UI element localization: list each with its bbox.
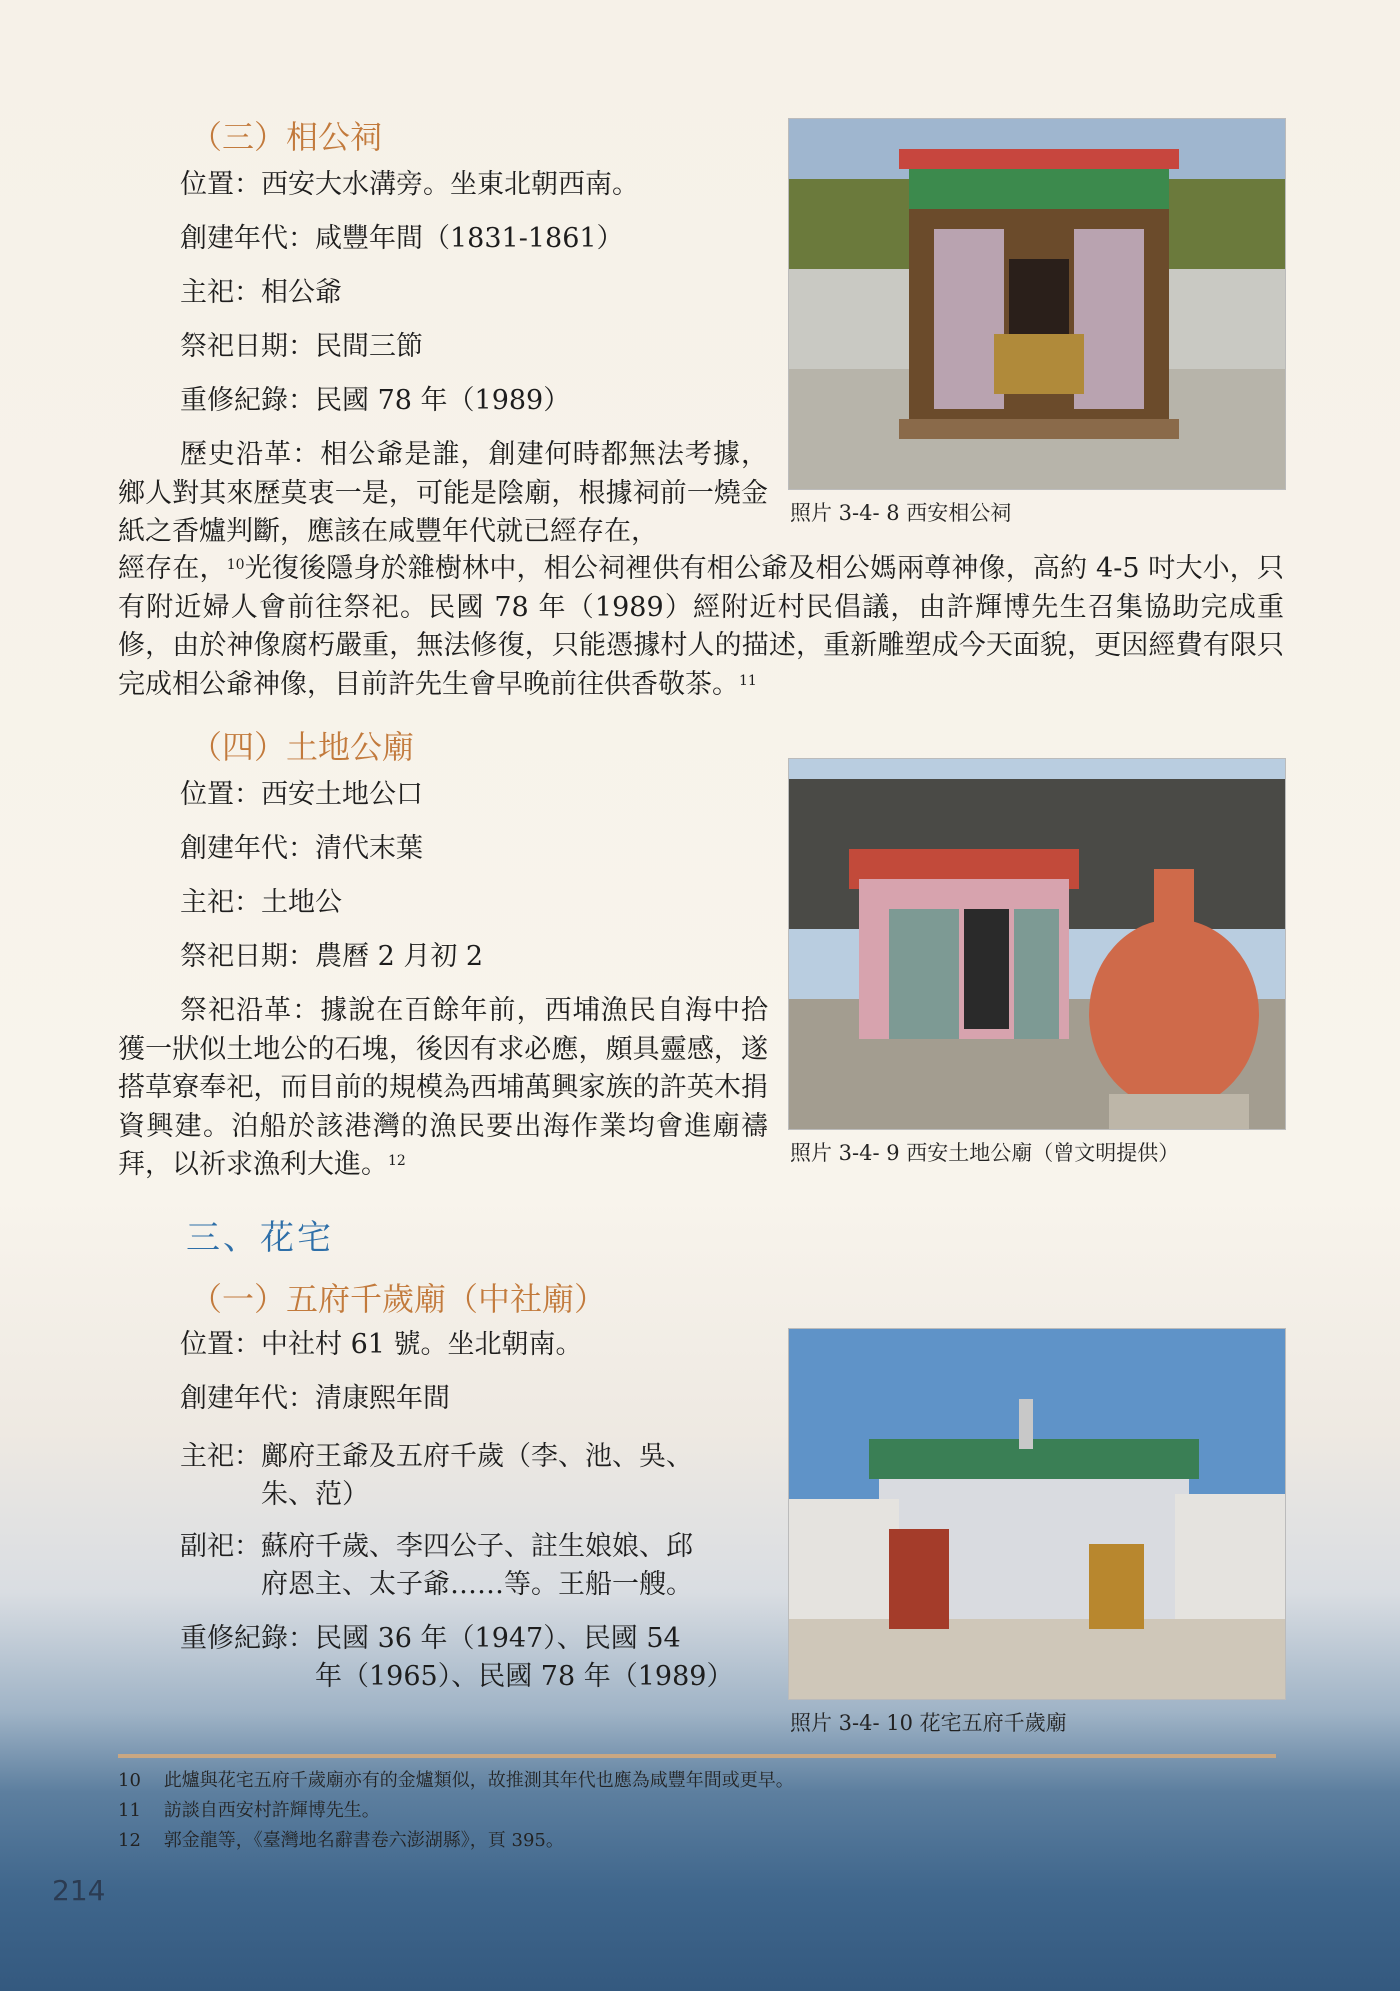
photo-tudigong-temple [788,758,1286,1130]
info-restoration: 重修紀錄：民國 78 年（1989） [180,385,571,416]
history-text-1: 歷史沿革：相公爺是誰，創建何時都無法考據，鄉人對其來歷莫衷一是，可能是陰廟，根據祠前一燒金紙之香爐判斷，應該在咸豐年代就已經存在， [118,439,768,547]
restoration-line-2: 年（1965）、民國 78 年（1989） [315,1661,734,1692]
info-location: 位置：中社村 61 號。坐北朝南。 [180,1329,583,1360]
page-number: 214 [52,1874,106,1907]
footnote-ref-12[interactable]: 12 [388,1153,406,1169]
info-founded: 創建年代：清代末葉 [180,833,423,864]
photo-caption-wufu: 照片 3-4- 10 花宅五府千歲廟 [790,1711,1067,1735]
secondary-line-1: 蘇府千歲、李四公子、註生娘娘、邱 [261,1531,693,1562]
deity-label: 主祀： [180,1441,261,1472]
history-text-continued-lead: 經存在， [118,553,227,584]
info-location: 位置：西安大水溝旁。坐東北朝西南。 [180,169,639,200]
footnote-11 [118,1796,380,1822]
section-heading-wufu-temple: （一）五府千歲廟（中社廟） [190,1280,607,1318]
section-heading-huazhai: 三、花宅 [186,1218,334,1258]
photo-wufu-temple [788,1328,1286,1700]
deity-line-1: 鄺府王爺及五府千歲（李、池、吳、 [261,1441,693,1472]
section-heading-tudigong: （四）土地公廟 [190,728,415,766]
photo-caption-tudigong: 照片 3-4- 9 西安土地公廟（曾文明提供） [790,1141,1180,1165]
history-text: 祭祀沿革：據說在百餘年前，西埔漁民自海中拾獲一狀似土地公的石塊，後因有求必應，頗具靈感，遂搭草寮奉祀，而目前的規模為西埔萬興家族的許英木捐資興建。泊船於該港灣的漁民要出海作業均會進廟禱拜，以祈求漁利大進。 [118,995,768,1180]
deity-line-2: 朱、范） [261,1479,369,1510]
footnote-text: 郭金龍等，《臺灣地名辭書卷六澎湖縣》，頁 395。 [163,1830,564,1851]
info-deity [180,1438,693,1514]
footnote-number: 11 [118,1800,141,1821]
info-location: 位置：西安土地公口 [180,779,423,810]
info-founded: 創建年代：清康熙年間 [180,1383,450,1414]
section-heading-xianggong: （三）相公祠 [190,118,383,156]
restoration-line-1: 民國 36 年（1947）、民國 54 [315,1623,681,1654]
info-restoration [180,1620,733,1696]
footnote-10 [118,1766,794,1792]
restoration-label: 重修紀錄： [180,1623,315,1654]
footnote-number: 10 [118,1770,141,1791]
info-festival: 祭祀日期：民間三節 [180,331,423,362]
secondary-lines [261,1528,693,1604]
deity-lines [261,1438,693,1514]
info-founded: 創建年代：咸豐年間（1831-1861） [180,223,624,254]
restoration-lines [315,1620,733,1696]
history-paragraph-part2 [118,550,1284,704]
info-festival: 祭祀日期：農曆 2 月初 2 [180,941,484,972]
info-deity: 主祀：相公爺 [180,277,342,308]
footnote-text: 訪談自西安村許輝博先生。 [163,1800,380,1821]
history-paragraph-part1 [118,436,768,552]
footnote-number: 12 [118,1830,141,1851]
footnote-text: 此爐與花宅五府千歲廟亦有的金爐類似，故推測其年代也應為咸豐年間或更早。 [163,1770,794,1791]
secondary-label: 副祀： [180,1531,261,1562]
footnote-ref-10[interactable]: 10 [226,557,245,573]
info-secondary-deities [180,1528,693,1604]
history-paragraph-tudigong [118,992,768,1185]
footnote-ref-11[interactable]: 11 [739,672,757,689]
info-deity: 主祀：土地公 [180,887,342,918]
footnote-divider [118,1754,1276,1758]
photo-caption-xianggong: 照片 3-4- 8 西安相公祠 [790,501,1012,525]
history-text-2: 光復後隱身於雜樹林中，相公祠裡供有相公爺及相公媽兩尊神像，高約 4-5 吋大小，只有附近婦人會前往祭祀。民國 78 年（1989）經附近村民倡議，由許輝博先生召集協助完成重修，由於神像腐朽嚴重，無法修復，只能憑據村人的描述，重新雕塑成今天面貌，更因經費有限只完成相公爺神像，目前許先生會早晚前往供香敬茶。 [118,553,1284,700]
footnote-12 [118,1826,564,1852]
photo-xianggong-shrine [788,118,1286,490]
secondary-line-2: 府恩主、太子爺……等。王船一艘。 [261,1569,693,1600]
